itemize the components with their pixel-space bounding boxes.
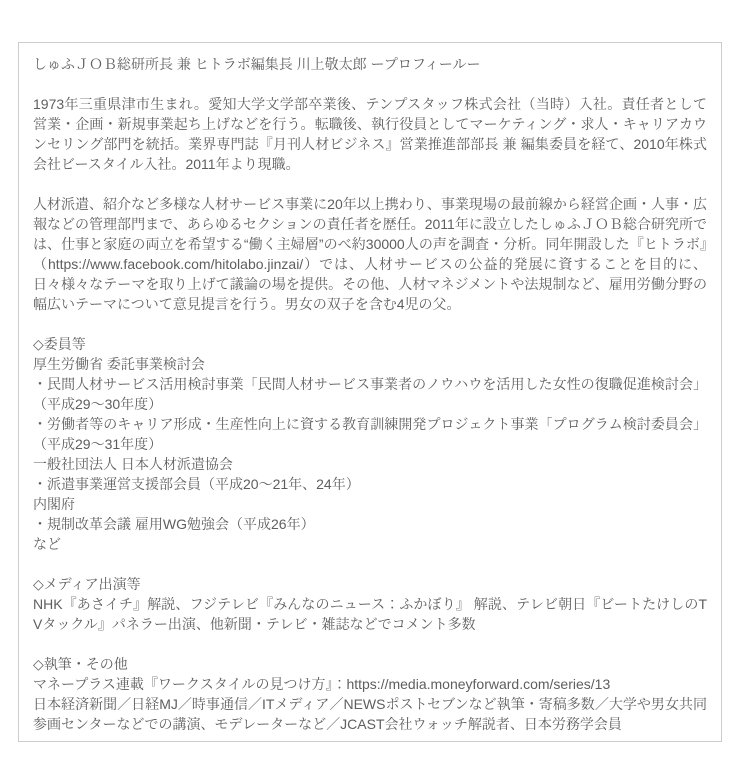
section-line: ・規制改革会議 雇用WG勉強会（平成26年） bbox=[33, 516, 315, 532]
section-committees bbox=[33, 334, 707, 554]
section-line: マネープラス連載『ワークスタイルの見つけ方』：https://media.moneyforward.com/series/13 bbox=[33, 676, 611, 692]
profile-title: しゅふＪＯＢ総研所長 兼 ヒトラボ編集長 川上敬太郎 ープロフィールー bbox=[33, 56, 481, 72]
section-line: ・派遣事業運営支援部会員（平成20～21年、24年） bbox=[33, 476, 360, 492]
section-line: 内閣府 bbox=[33, 496, 75, 512]
profile-paragraph-career: 1973年三重県津市生まれ。愛知大学文学部卒業後、テンプスタッフ株式会社（当時）入社。責任者として営業・企画・新規事業起ち上げなどを行う。転職後、執行役員としてマーケティング・求人・キャリアカウンセリング部門を統括。業界専門誌『月刊人材ビジネス』営業推進部部長 兼 編集委員を経て、2010年株式会社ビースタイル入社。2011年より現職。 bbox=[33, 96, 707, 172]
section-writing bbox=[33, 654, 707, 734]
section-heading-committees: ◇委員等 bbox=[33, 336, 86, 352]
section-heading-writing: ◇執筆・その他 bbox=[33, 656, 128, 672]
section-line: ・労働者等のキャリア形成・生産性向上に資する教育訓練開発プロジェクト事業「プログラム検討委員会」（平成29～31年度） bbox=[33, 416, 707, 452]
section-line: 日本経済新聞／日経MJ／時事通信／ITメディア／NEWSポストセブンなど執筆・寄稿多数／大学や男女共同参画センターなどでの講演、モデレーターなど／JCAST会社ウォッチ解説者、日本労務学会員 bbox=[33, 696, 707, 732]
section-line: など bbox=[33, 536, 61, 552]
section-media bbox=[33, 574, 707, 634]
profile-paragraph-activities: 人材派遣、紹介など多様な人材サービス事業に20年以上携わり、事業現場の最前線から経営企画・人事・広報などの管理部門まで、あらゆるセクションの責任者を歴任。2011年に設立したしゅふＪＯＢ総合研究所では、仕事と家庭の両立を希望する“働く主婦層”のべ約30000人の声を調査・分析。同年開設した『ヒトラボ』（https://www.facebook.com/hitolabo.jinzai/）では、人材サービスの公益的発展に資することを目的に、日々様々なテーマを取り上げて議論の場を提供。その他、人材マネジメントや法規制など、雇用労働分野の幅広いテーマについて意見提言を行う。男女の双子を含む4児の父。 bbox=[33, 196, 707, 312]
section-heading-media: ◇メディア出演等 bbox=[33, 576, 141, 592]
section-line: 厚生労働省 委託事業検討会 bbox=[33, 356, 205, 372]
section-line: 一般社団法人 日本人材派遣協会 bbox=[33, 456, 233, 472]
section-line: NHK『あさイチ』解説、フジテレビ『みんなのニュース：ふかぼり』 解説、テレビ朝日『ビートたけしのTVタックル』パネラー出演、他新聞・テレビ・雑誌などでコメント多数 bbox=[33, 596, 707, 632]
profile-document-panel bbox=[18, 42, 722, 742]
section-line: ・民間人材サービス活用検討事業「民間人材サービス事業者のノウハウを活用した女性の復職促進検討会」（平成29～30年度） bbox=[33, 376, 707, 412]
